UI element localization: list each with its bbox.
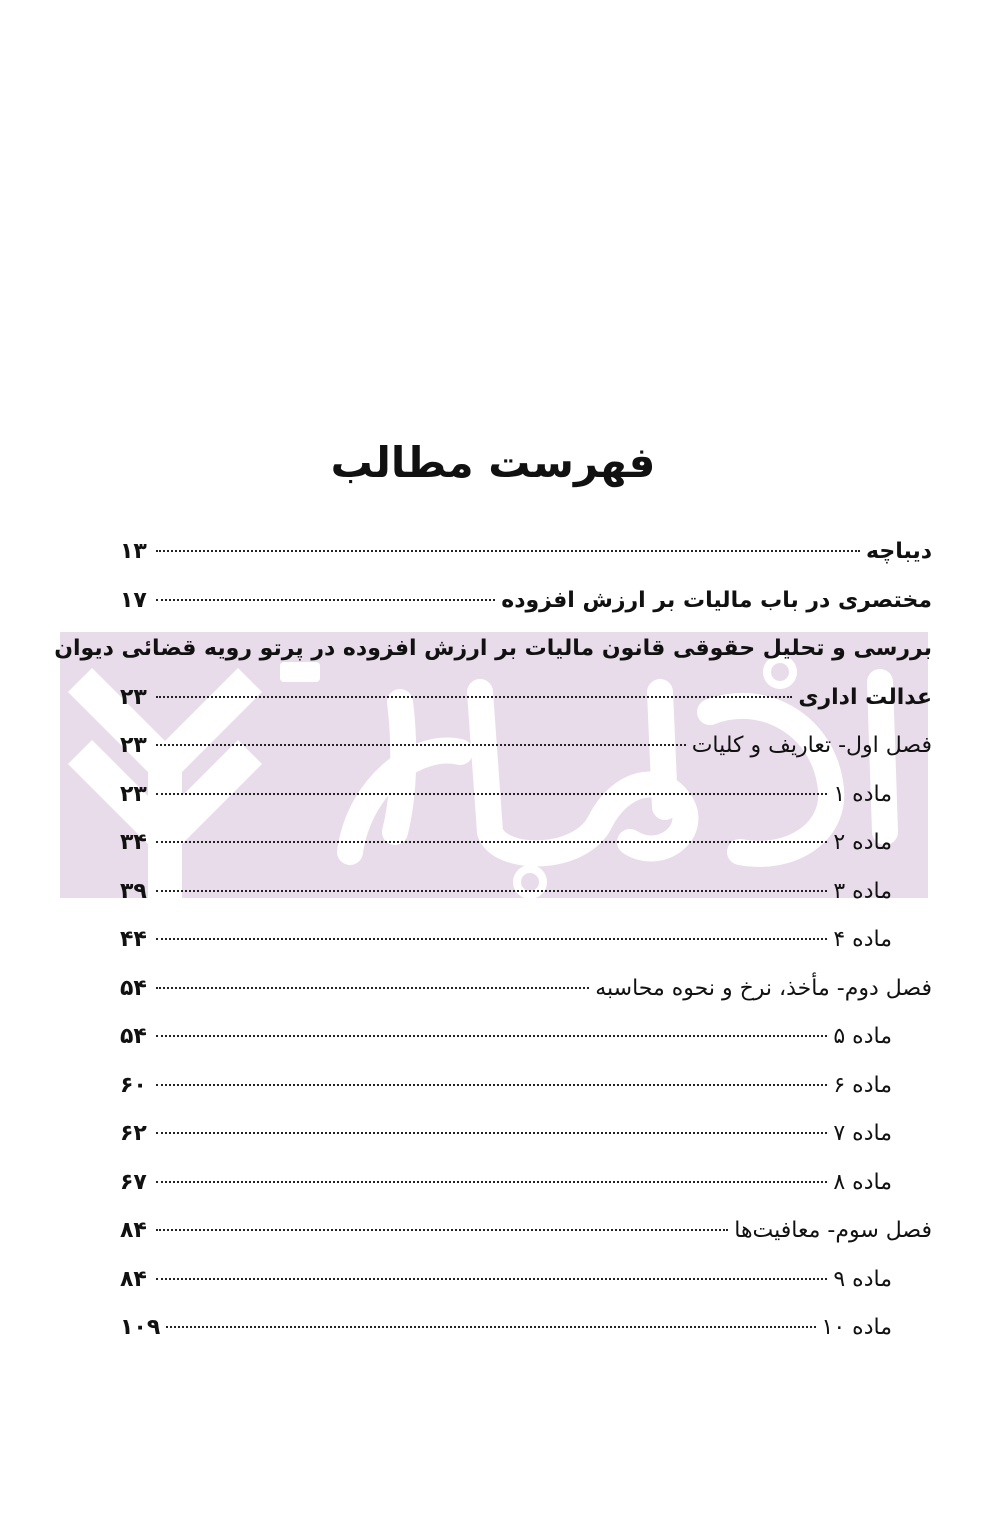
dot-leader: [156, 744, 686, 746]
toc-entry-label: ماده ۷: [833, 1121, 892, 1146]
dot-leader: [166, 1326, 815, 1328]
toc-entry: [120, 1304, 932, 1353]
toc-entry-label: بررسی و تحلیل حقوقی قانون مالیات بر ارزش افزوده در پرتو رویه قضائی دیوان: [54, 636, 932, 661]
table-of-contents: [54, 528, 932, 1353]
dot-leader: [156, 1278, 827, 1280]
toc-entry-page: ۸۴: [120, 1218, 147, 1243]
toc-entry-label: دیباچه: [866, 539, 932, 564]
toc-entry-label: ماده ۸: [833, 1169, 892, 1195]
toc-entry-label: عدالت اداری: [798, 684, 932, 710]
toc-entry-label: ماده ۱: [833, 781, 892, 807]
toc-entry-page: ۲۳: [120, 733, 147, 758]
toc-entry: [120, 674, 932, 723]
toc-entry: [120, 1110, 932, 1159]
dot-leader: [156, 1181, 827, 1183]
toc-entry-label: فصل سوم- معافیت‌ها: [734, 1218, 932, 1243]
toc-entry: [120, 1256, 932, 1305]
toc-entry: [120, 528, 932, 577]
toc-entry-page: ۲۳: [120, 684, 147, 710]
toc-entry-label: ماده ۲: [833, 830, 892, 855]
toc-entry: [54, 625, 932, 674]
toc-entry-label: فصل اول- تعاریف و کلیات: [691, 733, 932, 758]
toc-entry-page: ۶۲: [120, 1121, 147, 1146]
dot-leader: [156, 841, 827, 843]
toc-entry-label: ماده ۱۰: [821, 1315, 892, 1340]
toc-entry-label: ماده ۴: [833, 927, 892, 952]
toc-entry-page: ۸۴: [120, 1266, 147, 1292]
dot-leader: [156, 987, 589, 989]
dot-leader: [156, 890, 827, 892]
dot-leader: [156, 1084, 827, 1086]
toc-entry-page: ۶۷: [120, 1169, 147, 1195]
page-title: فهرست مطالب: [330, 438, 656, 487]
dot-leader: [156, 1229, 728, 1231]
toc-entry: [120, 1159, 932, 1208]
toc-entry-label: ماده ۶: [833, 1072, 892, 1098]
toc-entry-page: ۳۹: [120, 878, 147, 904]
toc-entry: [120, 577, 932, 626]
dot-leader: [156, 550, 860, 552]
toc-entry: [120, 965, 932, 1014]
toc-entry-page: ۵۴: [120, 975, 147, 1001]
toc-entry-page: ۶۰: [120, 1072, 147, 1098]
toc-entry-label: ماده ۵: [833, 1024, 892, 1049]
dot-leader: [156, 1132, 827, 1134]
toc-entry-page: ۴۴: [120, 927, 147, 952]
toc-entry-label: مختصری در باب مالیات بر ارزش افزوده: [501, 587, 932, 613]
toc-entry: [120, 771, 932, 820]
toc-entry-page: ۳۴: [120, 830, 147, 855]
dot-leader: [156, 793, 827, 795]
dot-leader: [156, 599, 495, 601]
toc-entry: [120, 916, 932, 965]
toc-entry: [120, 868, 932, 917]
toc-entry-page: ۱۳: [120, 539, 147, 564]
toc-entry-page: ۵۴: [120, 1024, 147, 1049]
toc-entry: [120, 1062, 932, 1111]
toc-entry: [120, 1207, 932, 1256]
toc-entry-page: ۱۷: [120, 587, 147, 613]
dot-leader: [156, 938, 827, 940]
toc-entry: [120, 819, 932, 868]
toc-entry-label: ماده ۳: [833, 878, 892, 904]
toc-entry-page: ۱۰۹: [120, 1315, 161, 1340]
dot-leader: [156, 696, 792, 698]
toc-entry-label: ماده ۹: [833, 1266, 892, 1292]
dot-leader: [156, 1035, 827, 1037]
toc-entry-label: فصل دوم- مأخذ، نرخ و نحوه محاسبه: [595, 975, 932, 1001]
toc-entry: [120, 722, 932, 771]
toc-entry: [120, 1013, 932, 1062]
toc-entry-page: ۲۳: [120, 781, 147, 807]
